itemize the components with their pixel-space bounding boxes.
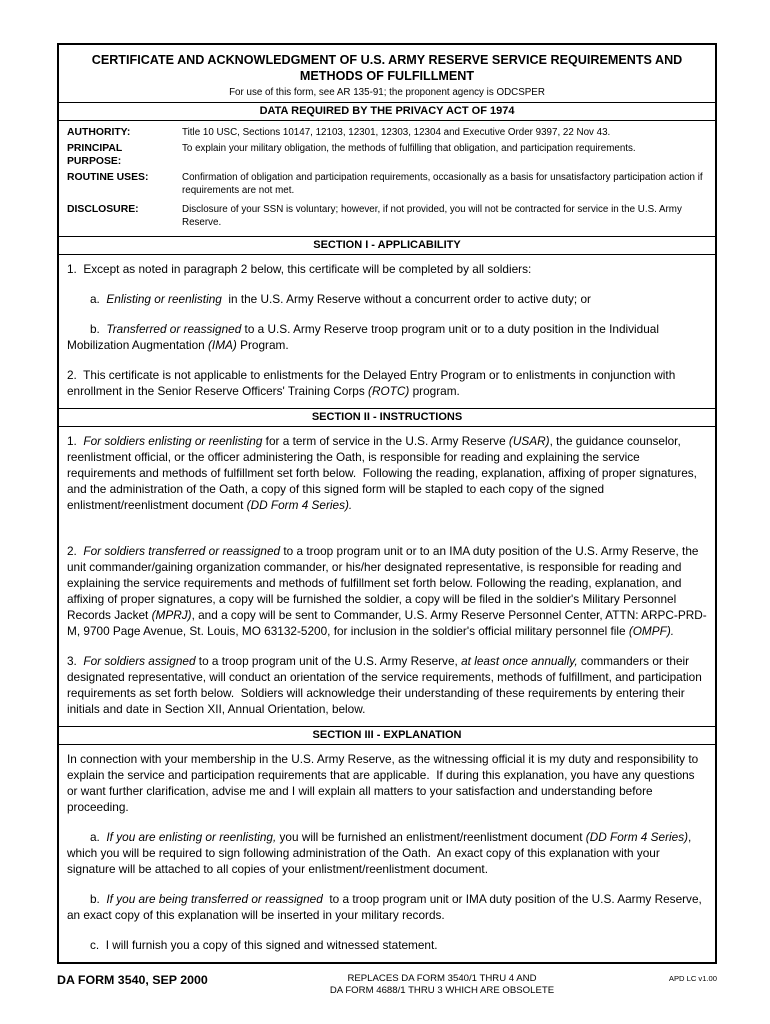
section-2-body [59, 427, 715, 727]
section-3-paragraph-b: b. If you are being transferred or reassigned to a troop program unit or IMA duty position of the U.S. Aarmy Reserve, an exact copy of this explanation will be inserted in your military records. [67, 892, 706, 922]
title-block [59, 45, 715, 103]
section-2-paragraph-2: 2. For soldiers transferred or reassigned to a troop program unit or to an IMA duty position of the U.S. Army Reserve, the unit commander/gaining organization commander, or his/her designated representative, is responsible for reading and explaining the service requirements and methods of fulfillment set forth below. Following the reading, explanation, and affixing of proper signatures, a copy will be furnished the soldier, a copy will be filed in the soldier's Military Personnel Records Jacket (MPRJ), and a copy will be sent to Commander, U.S. Army Reserve Personnel Center, ATTN: ARPC-PRD-M, 9700 Page Avenue, St. Louis, MO 63132-5200, for inclusion in the soldier's official military personnel file (OMPF). [67, 544, 707, 638]
section-3-body [59, 745, 715, 962]
form-body [57, 43, 717, 964]
privacy-label-routine-uses: ROUTINE USES: [67, 172, 149, 183]
form-title [69, 52, 705, 84]
section-1-body [59, 255, 715, 409]
section-3-paragraph-c: c. I will furnish you a copy of this signed and witnessed statement. [90, 938, 438, 952]
section-2-heading: SECTION II - INSTRUCTIONS [59, 409, 715, 427]
privacy-act-body [59, 121, 715, 237]
privacy-act-heading: DATA REQUIRED BY THE PRIVACY ACT OF 1974 [59, 103, 715, 121]
privacy-label-authority: AUTHORITY: [67, 127, 131, 138]
version-label: APD LC v1.00 [668, 974, 717, 983]
privacy-row-principal-purpose [67, 142, 707, 168]
form-title-line1: CERTIFICATE AND ACKNOWLEDGMENT OF U.S. ARMY RESERVE SERVICE REQUIREMENTS AND [91, 53, 683, 67]
privacy-text-disclosure: Disclosure of your SSN is voluntary; however, if not provided, you will not be contracted for service in the U.S. Army Reserve. [182, 204, 682, 228]
footer-replaces-line1: REPLACES DA FORM 3540/1 THRU 4 AND [347, 973, 537, 984]
privacy-label-principal-purpose: PRINCIPAL PURPOSE: [67, 143, 123, 167]
section-3-heading: SECTION III - EXPLANATION [59, 727, 715, 745]
privacy-row-routine-uses [67, 171, 707, 197]
privacy-text-principal-purpose: To explain your military obligation, the methods of fulfilling that obligation, and participation requirements. [182, 143, 636, 154]
form-title-line2: METHODS OF FULFILLMENT [299, 69, 475, 83]
section-1-paragraph-1: 1. Except as noted in paragraph 2 below, this certificate will be completed by all soldiers: [67, 262, 532, 276]
section-3-paragraph-a: a. If you are enlisting or reenlisting, you will be furnished an enlistment/reenlistment document (DD Form 4 Series), which you will be required to sign following administration of the Oath. An exact copy of this explanation with your signature will be attached to all copies of your enlistment/reenlistment document. [67, 830, 695, 876]
privacy-row-disclosure [67, 203, 707, 229]
section-1-paragraph-a: a. Enlisting or reenlisting in the U.S. Army Reserve without a concurrent order to active duty; or [90, 292, 591, 306]
section-2-paragraph-3: 3. For soldiers assigned to a troop program unit of the U.S. Army Reserve, at least once annually, commanders or their designated representative, will conduct an orientation of the service requirements, methods of fulfillment, and participation requirements as set forth below. Soldiers will acknowledge their understanding of these requirements by entering their initials and date in Section XII, Annual Orientation, below. [67, 654, 706, 716]
form-footer [57, 973, 717, 997]
section-1-heading: SECTION I - APPLICABILITY [59, 237, 715, 255]
privacy-label-disclosure: DISCLOSURE: [67, 204, 139, 215]
footer-replaces-note [272, 973, 612, 997]
section-1-paragraph-b: b. Transferred or reassigned to a U.S. Army Reserve troop program unit or to a duty position in the Individual Mobilization Augmentation (IMA) Program. [67, 322, 663, 352]
section-2-paragraph-1: 1. For soldiers enlisting or reenlisting for a term of service in the U.S. Army Reserve (USAR), the guidance counselor, reenlistment official, or the officer administering the Oath, is responsible for reading and explaining the service requirements and methods of fulfillment set forth below. Following the reading, explanation, affixing of proper signatures, and the administration of the Oath, a copy of this signed form will be stapled to each copy of the signed enlistment/reenlistment document (DD Form 4 Series). [67, 434, 701, 512]
privacy-text-authority: Title 10 USC, Sections 10147, 12103, 12301, 12303, 12304 and Executive Order 9397, 22 Nov 43. [182, 127, 611, 138]
form-subtitle: For use of this form, see AR 135-91; the proponent agency is ODCSPER [229, 87, 545, 98]
footer-replaces-line2: DA FORM 4688/1 THRU 3 WHICH ARE OBSOLETE [329, 985, 555, 996]
section-3-paragraph-intro: In connection with your membership in the U.S. Army Reserve, as the witnessing official it is my duty and responsibility to explain the service and participation requirements that are applicable. If during this explanation, you have any questions or want further clarification, advise me and I will explain all matters to your satisfaction and understanding before proceeding. [67, 752, 702, 814]
privacy-row-authority [67, 126, 707, 139]
form-number: DA FORM 3540, SEP 2000 [57, 973, 208, 987]
privacy-text-routine-uses: Confirmation of obligation and participation requirements, occasionally as a basis for unsatisfactory participation action if requirements are not met. [182, 172, 703, 196]
section-1-paragraph-2: 2. This certificate is not applicable to enlistments for the Delayed Entry Program or to enlistments in conjunction with enrollment in the Senior Reserve Officers' Training Corps (ROTC) program. [67, 368, 679, 398]
